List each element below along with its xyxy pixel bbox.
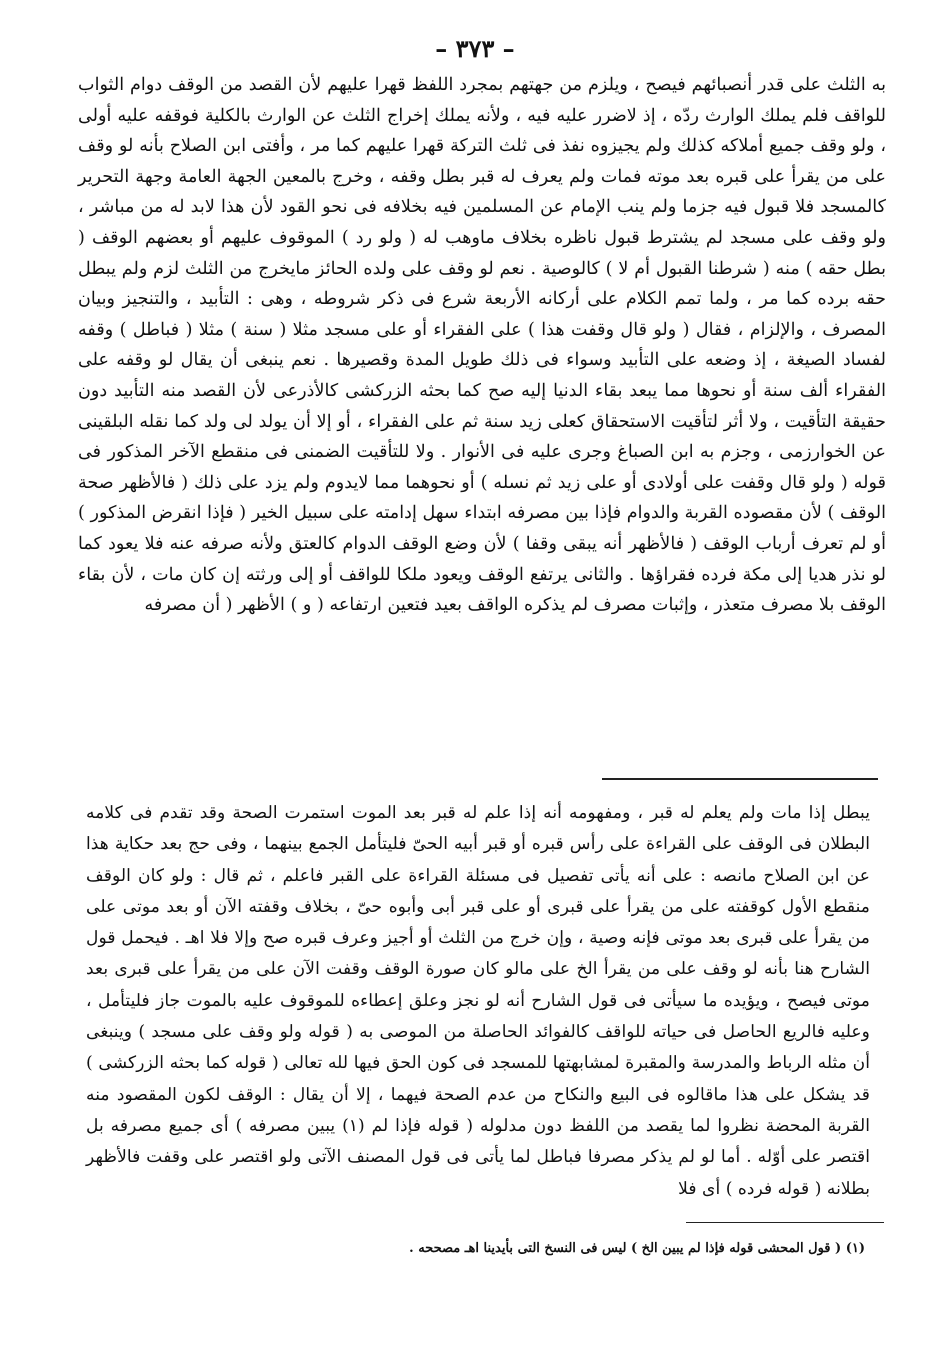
page-number: – ٣٧٣ – <box>435 34 515 63</box>
main-text-paragraph: به الثلث على قدر أنصبائهم فيصح ، ويلزم من جهتهم بمجرد اللفظ قهرا عليهم لأن القصد من الوقف دوام الثواب للواقف فلم يملك الوارث ردّه ، إذ لاضرر عليه فيه ، ولأنه يملك إخراج الثلث عن الوارث بالكلية فوقفه عليه أولى ، ولو وقف جميع أملاكه كذلك ولم يجيزوه نفذ فى ثلث التركة قهرا عليهم كما مر ، وأفتى ابن الصلاح بأنه لو وقف على من يقرأ على قبره بعد موته فمات ولم يعرف له قبر بطل وقفه ، وخرج بالمعين الجهة العامة وجهة التحرير كالمسجد فلا قبول فيه جزما ولم ينب الإمام عن المسلمين فيه بخلافه فى نحو القود لأن هذا لابد له من مباشر ، ولو وقف على مسجد لم يشترط قبول ناظره بخلاف ماوهب له ( ولو رد ) الموقوف عليهم أو بعضهم الوقف ( بطل حقه ) منه ( شرطنا القبول أم لا ) كالوصية . نعم لو وقف على ولده الحائز مايخرج من الثلث لزم ولم يبطل حقه برده كما مر ، ولما تمم الكلام على أركانه الأربعة شرع فى ذكر شروطه ، وهى : التأبيد ، والتنجيز وبيان المصرف ، والإلزام ، فقال ( ولو قال وقفت هذا ) على الفقراء أو على مسجد مثلا ( سنة ) مثلا ( فباطل ) وقفه لفساد الصيغة ، إذ وضعه على التأبيد وسواء فى ذلك طويل المدة وقصيرها . نعم ينبغى أن يقال لو وقفه على الفقراء ألف سنة أو نحوها مما يبعد بقاء الدنيا إليه صح كما بحثه الزركشى كالأذرعى لأن القصد منه التأبيد دون حقيقة التأقيت ، ولا أثر لتأقيت الاستحقاق كعلى زيد سنة ثم على الفقراء ، أو إلا أن يولد لى ولد كما نقله البلقينى عن الخوارزمى ، وجزم به ابن الصباغ وجرى عليه فى الأنوار . ولا للتأقيت الضمنى فى منقطع الآخر المذكور فى قوله ( ولو قال وقفت على أولادى أو على زيد ثم نسله ) أو نحوهما مما لايدوم ولم يزد على ذلك ( فالأظهر صحة الوقف ) لأن مقصوده القربة والدوام فإذا بين مصرفه ابتداء سهل إدامته على سبيل الخير ( فإذا انقرض المذكور ) أو لم تعرف أرباب الوقف ( فالأظهر أنه يبقى وقفا ) لأن وضع الوقف الدوام كالعتق ولأنه صرفه عنه فلا يعود كما لو نذر هديا إلى مكة فرده فقراؤها . والثانى يرتفع الوقف ويعود ملكا للواقف أو إلى ورثته إن كان مات ، لأن بقاء الوقف بلا مصرف متعذر ، وإثبات مصرف لم يذكره الواقف بعيد فتعين ارتفاعه ( و ) الأظهر ( أن مصرفه <box>78 75 886 616</box>
commentary-block <box>86 798 870 1205</box>
footnote: (١) ( قول المحشى قوله فإذا لم يبين الخ ) ليس فى النسخ التى بأيدينا اهـ مصححه . <box>409 1241 865 1256</box>
footnote-divider <box>686 1222 884 1223</box>
main-text-block <box>78 70 886 621</box>
commentary-paragraph: يبطل إذا مات ولم يعلم له قبر ، ومفهومه أنه إذا علم له قبر بعد الموت استمرت الصحة وقد تقدم فى كلامه البطلان فى الوقف على القراءة على رأس قبره أو قبر أبيه الحىّ فليتأمل الجمع بينهما ، وفى حج بعد حكاية هذا عن ابن الصلاح مانصه : على أنه يأتى تفصيل فى مسئلة القراءة على القبر فاعلم ، ثم قال : ولو كان الوقف منقطع الأول كوقفته على من يقرأ على قبرى أو على قبر أبى وأبوه حىّ ، بخلاف وقفته الآن أو بعد موتى على من يقرأ على قبرى بعد موتى فإنه وصية ، وإن خرج من الثلث أو أجيز وعرف قبره صح وإلا فلا اهـ . فيحمل قول الشارح هنا بأنه لو وقف على من يقرأ الخ على مالو كان صورة الوقف وقفت الآن على من يقرأ على قبرى بعد موتى فيصح ، ويؤيده ما سيأتى فى قول الشارح أنه لو نجز وعلق إعطاءه للموقوف عليه بالموت جاز فليتأمل ، وعليه فالريع الحاصل فى حياته للواقف كالفوائد الحاصلة من الموصى به ( قوله ولو وقف على مسجد ) وينبغى أن مثله الرباط والمدرسة والمقبرة لمشابهتها للمسجد فى كون الحق فيها لله تعالى ( قوله كما بحثه الزركشى ) قد يشكل على هذا ماقالوه فى البيع والنكاح من عدم الصحة فيهما ، إلا أن يقال : الوقف لكون المقصود منه القربة المحضة نظروا لما يقصد من اللفظ دون مدلوله ( قوله فإذا لم (١) يبين مصرفه ) أى جميع مصرفه بل اقتصر على أوّله . أما لو لم يذكر مصرفا فباطل لما يأتى فى قول المصنف الآتى ولو اقتصر على وقفت فالأظهر بطلانه ( قوله فرده ) أى فلا <box>86 803 870 1199</box>
commentary-divider <box>602 778 878 780</box>
